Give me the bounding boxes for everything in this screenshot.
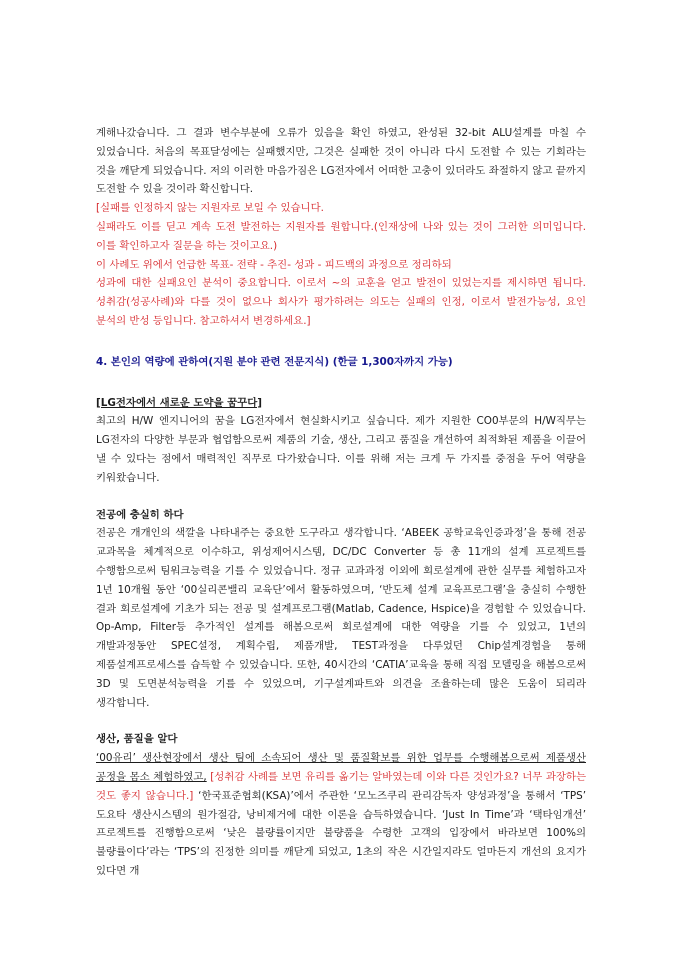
production-underlined-text: ‘00유리’ 생산현장에서 생산 팀에 소속되어 생산 및 품질확보를 위한 업무를 수행해봄으로써 제품생산 공정을 몸소 체험하였고, [96, 752, 586, 783]
intro-paragraph: 최고의 H/W 엔지니어의 꿈을 LG전자에서 현실화시키고 싶습니다. 제가 지원한 CO0부문의 H/W직무는 LG전자의 다양한 부문과 협업함으로써 제품의 기술, 생산, 그리고 품질을 개선하여 최적화된 제품을 이끌어 낼 수 있다는 점에서 매력적인 직무로 다가왔습니다. 이를 위해 저는 크게 두 가지를 중점을 두어 역량을 키워왔습니다. [96, 415, 586, 484]
document-page [96, 0, 586, 881]
major-paragraph: 전공은 개개인의 색깔을 나타내주는 중요한 도구라고 생각합니다. ‘ABEEK 공학교육인증과정’을 통해 전공 교과목을 체계적으로 이수하고, 위성제어시스템, DC/DC Converter 등 총 11개의 설계 프로젝트를 수행함으로써 팀워크능력을 기를 수 있었습니다. 정규 교과과정 이외에 회로설계에 관한 실무를 체험하고자 1년 10개월 동안 ‘00실리콘밸리 교육단’에서 활동하였으며, ‘반도체 설계 교육프로그램’을 충실히 수행한 결과 회로설계에 기초가 되는 전공 및 설계프로그램(Matlab, Cadence, Hspice)을 경험할 수 있었습니다. Op-Amp, Filter등 추가적인 설계를 해봄으로써 회로설계에 대한 역량을 기를 수 있었고, 1년의 개발과정동안 SPEC설정, 계획수립, 제품개발, TEST과정을 다루었던 Chip설계경험을 통해 제품설계프로세스를 습득할 수 있었습니다. 또한, 40시간의 ‘CATIA’교육을 통해 직접 모델링을 해봄으로써 3D 및 도면분석능력을 기를 수 있었으며, 기구설계파트와 의견을 조율하는데 많은 도움이 되리라 생각합니다. [96, 527, 586, 709]
reviewer-comment-3: 이 사례도 위에서 언급한 목표- 전략 - 추진- 성과 - 피드백의 과정으로 정리하되 [96, 258, 452, 271]
production-paragraph [96, 749, 586, 881]
reviewer-comment-1: [실패를 인정하지 않는 지원자로 보일 수 있습니다. [96, 202, 324, 215]
failure-story-paragraph: 계해나갔습니다. 그 결과 변수부분에 오류가 있음을 확인 하였고, 완성된 32-bit ALU설계를 마칠 수 있었습니다. 처음의 목표달성에는 실패했지만, 그것은 실패한 것이 아니라 다시 도전할 수 있는 기회라는 것을 깨닫게 되었습니다. 저의 이러한 마음가짐은 LG전자에서 어떠한 고충이 있더라도 좌절하지 않고 끝까지 도전할 수 있을 것이라 확신합니다. [96, 127, 586, 196]
section-subtitle: [LG전자에서 새로운 도약을 꿈꾸다] [96, 396, 262, 409]
production-remaining-text: ‘한국표준협회(KSA)’에서 주관한 ‘모노즈쿠리 관리감독자 양성과정’을 통해서 ‘TPS’ 도요타 생산시스템의 원가절감, 낭비제거에 대한 이론을 습득하였습니다. ‘Just In Time’과 ‘택타임개선’ 프로젝트를 진행함으로써 ‘낮은 불량률이지만 불량품을 수령한 고객의 입장에서 바라보면 100%의 불량률이다’라는 ‘TPS’의 진정한 의미를 깨닫게 되었고, 1초의 작은 시간일지라도 얼마든지 개선의 요지가 있다면 개 [96, 789, 587, 877]
reviewer-comment-5: [성취감 사례를 보면 유리를 옮기는 알바였는데 이와 다른 것인가요? 너무 과장하는 것도 좋지 않습니다.] [96, 770, 586, 802]
reviewer-comment-4: 성과에 대한 실패요인 분석이 중요합니다. 이로서 ~의 교훈을 얻고 발전이 있었는지를 제시하면 됩니다. 성취감(성공사례)와 다를 것이 없으나 회사가 평가하려는 의도는 실패의 인정, 이로서 발전가능성, 요인 분석의 반성 등입니다. 참고하셔서 변경하세요.] [96, 277, 586, 327]
production-title: 생산, 품질을 알다 [96, 733, 178, 746]
section-heading: 4. 본인의 역량에 관하여(지원 분야 관련 전문지식) (한글 1,300자까지 가능) [96, 355, 453, 368]
reviewer-comment-2: 실패라도 이를 딛고 계속 도전 발전하는 지원자를 원합니다.(인재상에 나와 있는 것이 그러한 의미입니다. 이를 확인하고자 질문을 하는 것이고요.) [96, 220, 586, 252]
major-title: 전공에 충실히 하다 [96, 508, 184, 521]
